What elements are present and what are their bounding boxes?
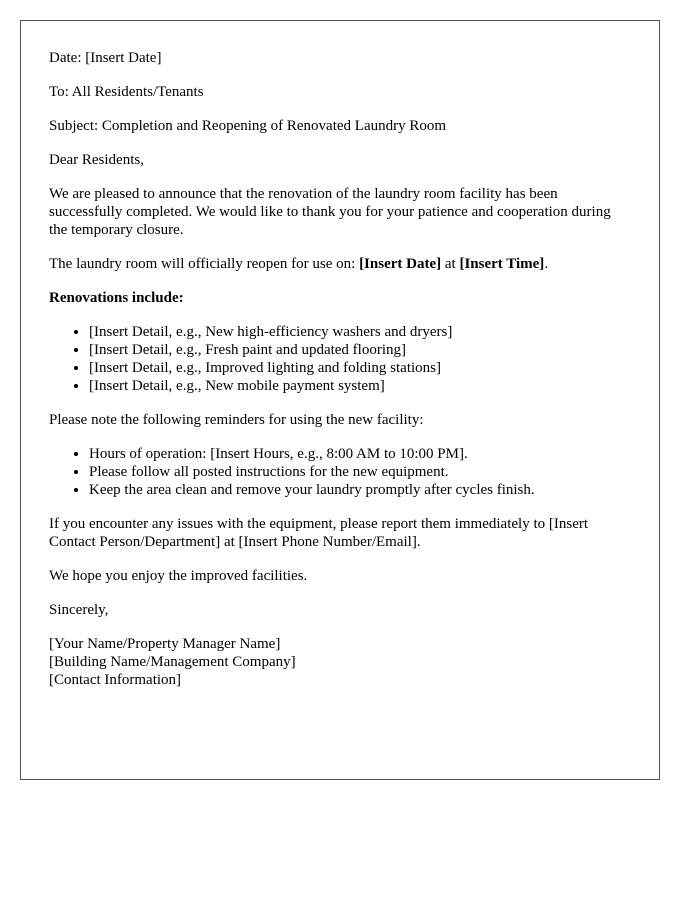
letter-body bbox=[49, 49, 631, 689]
reopen-middle: at bbox=[441, 256, 460, 272]
closing-paragraph: We hope you enjoy the improved facilities. bbox=[49, 568, 308, 584]
reopen-prefix: The laundry room will officially reopen for use on: bbox=[49, 256, 360, 272]
reminders-list bbox=[49, 445, 631, 499]
intro-paragraph: We are pleased to announce that the renovation of the laundry room facility has been successfully completed. We would like to thank you for your patience and cooperation during the temporary closure. bbox=[49, 186, 611, 238]
list-item: • [Insert Detail, e.g., Fresh paint and updated flooring] bbox=[89, 341, 631, 359]
salutation: Dear Residents, bbox=[49, 152, 144, 168]
list-item: • Hours of operation: [Insert Hours, e.g., 8:00 AM to 10:00 PM]. bbox=[89, 445, 631, 463]
renovations-heading bbox=[49, 289, 631, 307]
reminders-intro: Please note the following reminders for using the new facility: bbox=[49, 412, 424, 428]
renovations-list bbox=[49, 323, 631, 395]
signature-contact: [Contact Information] bbox=[49, 672, 182, 688]
list-item: • Please follow all posted instructions for the new equipment. bbox=[89, 463, 631, 481]
reopen-paragraph bbox=[49, 255, 631, 273]
renovations-heading-text: Renovations include: bbox=[49, 290, 184, 306]
recipient-line: To: All Residents/Tenants bbox=[49, 84, 204, 100]
list-item: • Keep the area clean and remove your laundry promptly after cycles finish. bbox=[89, 481, 631, 499]
list-item: • [Insert Detail, e.g., New high-efficiency washers and dryers] bbox=[89, 323, 631, 341]
signature-company: [Building Name/Management Company] bbox=[49, 654, 296, 670]
signature-name: [Your Name/Property Manager Name] bbox=[49, 636, 281, 652]
reopen-time: [Insert Time] bbox=[459, 256, 545, 272]
subject-line: Subject: Completion and Reopening of Renovated Laundry Room bbox=[49, 118, 447, 134]
signature-block bbox=[49, 635, 631, 689]
reopen-date: [Insert Date] bbox=[359, 256, 442, 272]
letter-frame bbox=[20, 20, 660, 780]
issues-paragraph: If you encounter any issues with the equipment, please report them immediately to [Insert Contact Person/Department] at [Insert Phone Number/Email]. bbox=[49, 516, 589, 550]
list-item: • [Insert Detail, e.g., New mobile payment system] bbox=[89, 377, 631, 395]
reopen-suffix: . bbox=[544, 256, 549, 272]
list-item: • [Insert Detail, e.g., Improved lighting and folding stations] bbox=[89, 359, 631, 377]
date-line: Date: [Insert Date] bbox=[49, 50, 162, 66]
sign-off: Sincerely, bbox=[49, 602, 109, 618]
